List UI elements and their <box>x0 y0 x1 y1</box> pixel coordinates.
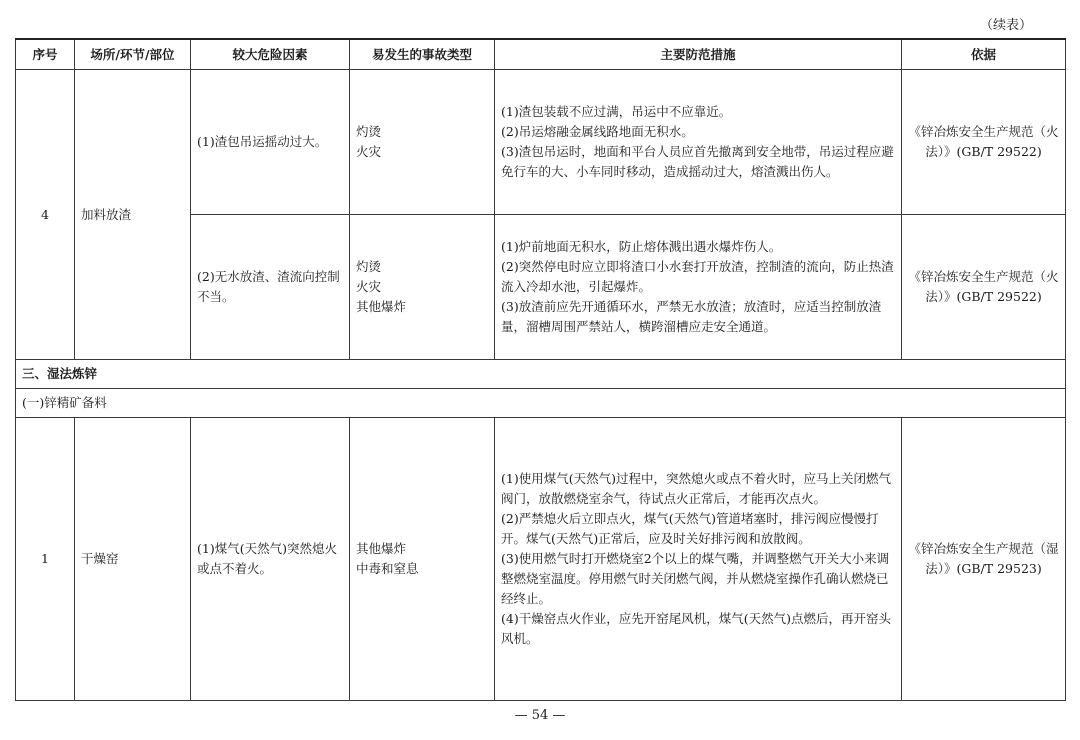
section-title: 三、湿法炼锌 <box>16 360 1066 389</box>
row-measures <box>495 215 902 360</box>
row-number: 1 <box>16 418 75 701</box>
row-accidents <box>350 70 495 215</box>
row-location: 干燥窑 <box>75 418 191 701</box>
subsection-title: (一)锌精矿备料 <box>16 389 1066 418</box>
hazard-table <box>15 38 1066 701</box>
measure-item: (2)突然停电时应立即将渣口小水套打开放渣，控制渣的流向，防止热渣流入冷却水池，引起爆炸。 <box>501 259 894 294</box>
header-measures: 主要防范措施 <box>495 39 902 70</box>
measure-item: (3)使用燃气时打开燃烧室2个以上的煤气嘴，并调整燃气开关大小来调整燃烧室温度。停用燃气时关闭燃气阀，并从燃烧室操作孔确认燃烧已经终止。 <box>501 551 890 606</box>
accident-type: 火灾 <box>356 144 382 159</box>
header-location: 场所/环节/部位 <box>75 39 191 70</box>
header-accident: 易发生的事故类型 <box>350 39 495 70</box>
row-accidents <box>350 418 495 701</box>
row-measures <box>495 70 902 215</box>
measure-item: (3)渣包吊运时，地面和平台人员应首先撤离到安全地带，吊运过程应避免行车的大、小车同时移动，造成摇动过大，熔渣溅出伤人。 <box>501 144 894 179</box>
header-row <box>16 39 1066 70</box>
accident-type: 其他爆炸 <box>356 299 407 314</box>
accident-type: 中毒和窒息 <box>356 561 419 576</box>
header-no: 序号 <box>16 39 75 70</box>
row-measures <box>495 418 902 701</box>
measure-item: (1)渣包装载不应过满，吊运中不应靠近。 <box>501 104 732 119</box>
row-hazard: (2)无水放渣、渣流向控制不当。 <box>191 215 350 360</box>
table-row <box>16 70 1066 215</box>
header-hazard: 较大危险因素 <box>191 39 350 70</box>
table-row <box>16 418 1066 701</box>
row-accidents <box>350 215 495 360</box>
measure-item: (4)干燥窑点火作业，应先开窑尾风机，煤气(天然气)点燃后，再开窑头风机。 <box>501 611 891 646</box>
row-hazard: (1)渣包吊运摇动过大。 <box>191 70 350 215</box>
measure-item: (1)炉前地面无积水，防止熔体溅出遇水爆炸伤人。 <box>501 239 782 254</box>
measure-item: (2)严禁熄火后立即点火，煤气(天然气)管道堵塞时，排污阀应慢慢打开。煤气(天然气)正常后，应及时关好排污阀和放散阀。 <box>501 511 879 546</box>
row-number: 4 <box>16 70 75 360</box>
row-basis: 《锌冶炼安全生产规范（湿法）》(GB/T 29523) <box>902 418 1066 701</box>
measure-item: (3)放渣前应先开通循环水，严禁无水放渣；放渣时，应适当控制放渣量，溜槽周围严禁站人，横跨溜槽应走安全通道。 <box>501 299 882 334</box>
row-hazard: (1)煤气(天然气)突然熄火或点不着火。 <box>191 418 350 701</box>
page-number: — 54 — <box>514 708 566 723</box>
row-basis: 《锌冶炼安全生产规范（火法）》(GB/T 29522) <box>902 70 1066 215</box>
row-location: 加料放渣 <box>75 70 191 360</box>
measure-item: (1)使用煤气(天然气)过程中，突然熄火或点不着火时，应马上关闭燃气阀门，放散燃烧室余气，待试点火正常后，才能再次点火。 <box>501 471 891 506</box>
header-basis: 依据 <box>902 39 1066 70</box>
accident-type: 其他爆炸 <box>356 541 407 556</box>
accident-type: 灼烫 <box>356 259 382 274</box>
row-basis: 《锌冶炼安全生产规范（火法）》(GB/T 29522) <box>902 215 1066 360</box>
subsection-row <box>16 389 1066 418</box>
continued-label: （续表） <box>979 18 1032 33</box>
accident-type: 灼烫 <box>356 124 382 139</box>
measure-item: (2)吊运熔融金属线路地面无积水。 <box>501 124 694 139</box>
accident-type: 火灾 <box>356 279 382 294</box>
section-row <box>16 360 1066 389</box>
